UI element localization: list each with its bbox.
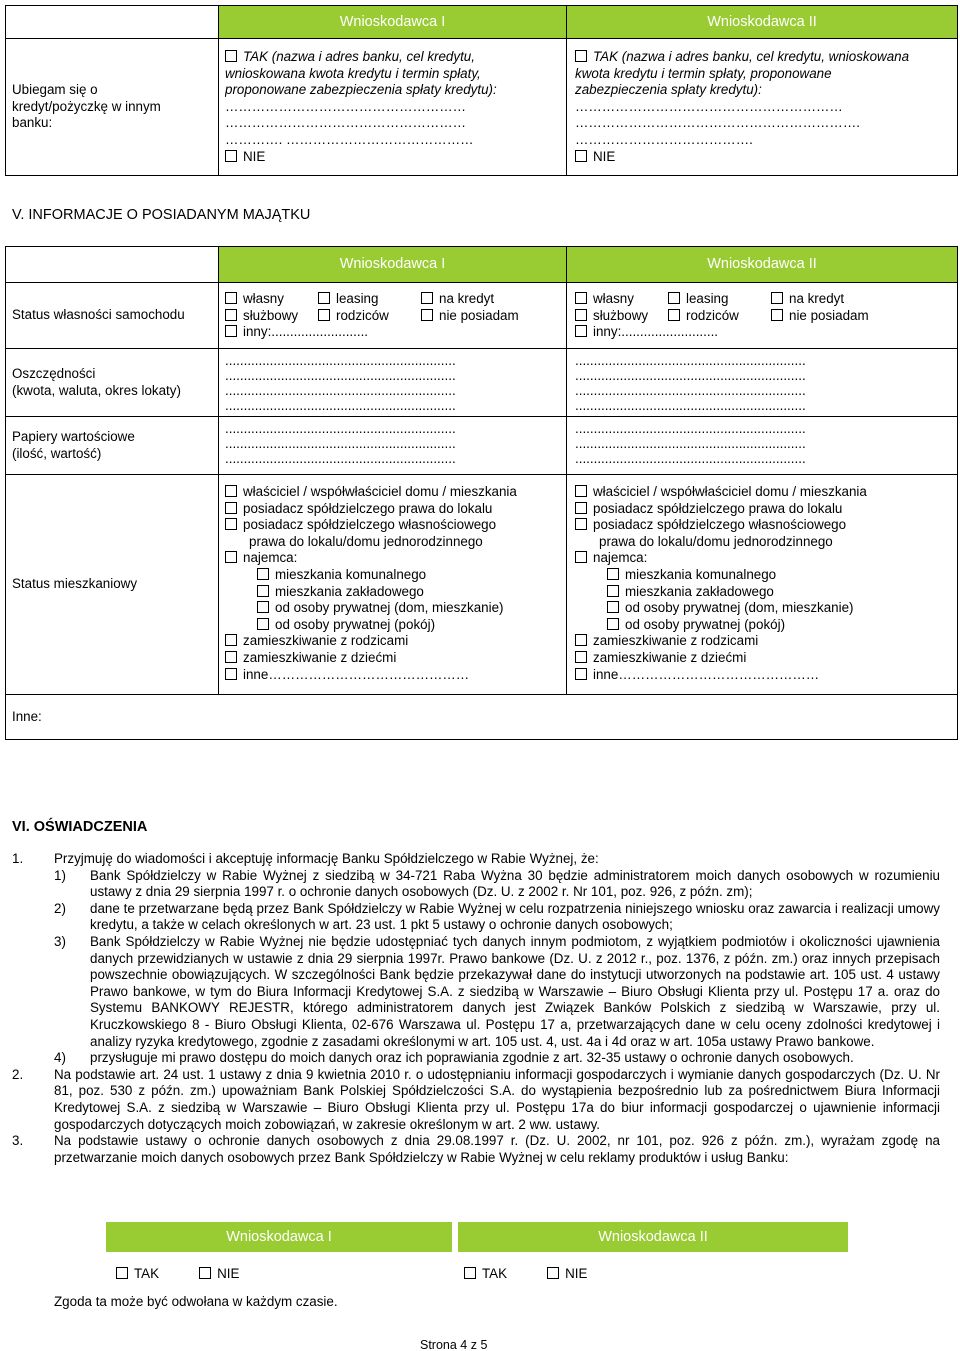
car-wlasny-checkbox-2[interactable] xyxy=(575,292,587,304)
car-inny-field-1[interactable]: inny:.......................... xyxy=(243,324,369,340)
car-sluzbowy-label-2: służbowy xyxy=(593,307,649,323)
declaration-3 xyxy=(12,1133,940,1166)
housing-private-house-label-1: od osoby prywatnej (dom, mieszkanie) xyxy=(275,600,504,616)
housing-coop-label-2: posiadacz spółdzielczego prawa do lokalu xyxy=(593,500,843,516)
other-loan-tak-text-1b: wnioskowana kwota kredytu i termin spłaty, xyxy=(225,65,481,81)
housing-private-house-checkbox-1[interactable] xyxy=(257,601,269,613)
other-loan-tak-text-1c: proponowane zabezpieczenia spłaty kredytu): xyxy=(225,82,497,98)
securities-col2[interactable] xyxy=(567,417,958,475)
securities-label-line1: Papiery wartościowe xyxy=(12,428,135,444)
securities-label xyxy=(6,417,219,475)
housing-children-label-2: zamieszkiwanie z dziećmi xyxy=(593,649,747,665)
item-1-num: 1) xyxy=(54,867,66,883)
item-3-text: Bank Spółdzielczy w Rabie Wyżnej nie będzie udostępniać tych danych innym podmiotom, z wyjątkiem podmiotów i okoliczności ujawnienia danych przewidzianych w ustawie z dnia 29 sierpnia 1997r. Prawo bankowe (Dz. U. z 2012 r., poz. 1376, z późn. zm.) oraz innych przepisach powszechnie obowiązujących. W szczególności Bank będzie przekazywał dane do instytucji utworzonych na podstawie art. 105 ust. 4 ustawy Prawo bankowe, w tym do Biura Informacji Kredytowej S.A. z siedzibą w Warszawie – Biuro Obsługi Klienta przy ul. Postępu 17 a. oraz do Systemu BANKOWY REJESTR, którego administratorem danych jest Związek Banków Polskich z siedzibą w Warszawie, przy ul. Kruczkowskiego 8 - Biuro Obsługi Klienta, 02-676 Warszawa ul. Postępu 17 a, przetwarzających dane w celu oceny zdolności kredytowej i analizy ryzyka kredytowego, zgodnie z zasadami określonymi w art. 105 ust. 4, ust. 4a i 4d oraz w art. 105a ustawy Prawo bankowe. xyxy=(90,933,940,1049)
declarations-block xyxy=(12,851,940,1166)
housing-coop-label-1: posiadacz spółdzielczego prawa do lokalu xyxy=(243,500,493,516)
car-wlasny-checkbox-1[interactable] xyxy=(225,292,237,304)
other-loan-dots-1a[interactable]: ……………………………………………… xyxy=(225,98,467,114)
car-nie-posiadam-label-1: nie posiadam xyxy=(439,307,519,323)
savings-label-line1: Oszczędności xyxy=(12,365,96,381)
savings-dots-1a[interactable]: .............................................................. xyxy=(225,353,456,368)
other-loan-nie-label-2: NIE xyxy=(593,148,616,164)
other-loan-dots-2b[interactable]: ………………………………………………………. xyxy=(575,115,860,131)
housing-col1 xyxy=(219,475,567,695)
housing-coop-own-label-1b: prawa do lokalu/domu jednorodzinnego xyxy=(249,533,483,549)
assets-header-applicant-1: Wnioskodawca I xyxy=(219,247,567,283)
item-2-text: dane te przetwarzane będą przez Bank Spółdzielczy w Rabie Wyżnej w celu rozpatrzenia niniejszego wniosku oraz zawarcia i realizacji umowy kredytu, a także w celach określonych w art. 23 ust. 1 pkt 5 ustawy o ochronie danych osobowych; xyxy=(90,900,940,933)
declaration-1-items xyxy=(12,868,940,1067)
declaration-2 xyxy=(12,1067,940,1133)
consent-tak-label-2: TAK xyxy=(482,1266,508,1281)
housing-company-label-1: mieszkania zakładowego xyxy=(275,583,424,599)
other-loan-empty-corner xyxy=(6,6,219,39)
other-info-label: Inne: xyxy=(12,708,42,724)
assets-table xyxy=(5,246,958,740)
consent-tak-label-1: TAK xyxy=(134,1266,160,1281)
housing-private-room-checkbox-2[interactable] xyxy=(607,618,619,630)
savings-dots-2d[interactable]: .............................................................. xyxy=(575,398,806,413)
car-na-kredyt-label-1: na kredyt xyxy=(439,291,495,306)
consent-nie-label-1: NIE xyxy=(217,1266,240,1281)
housing-other-checkbox-1[interactable] xyxy=(225,668,237,680)
housing-tenant-label-1: najemca: xyxy=(243,550,298,566)
housing-private-room-label-1: od osoby prywatnej (pokój) xyxy=(275,616,436,632)
housing-other-field-1[interactable]: inne……………………………………… xyxy=(243,666,470,682)
securities-dots-1c[interactable]: .............................................................. xyxy=(225,451,456,466)
car-sluzbowy-checkbox-2[interactable] xyxy=(575,309,587,321)
other-loan-header-applicant-1: Wnioskodawca I xyxy=(219,6,567,39)
housing-owner-checkbox-1[interactable] xyxy=(225,485,237,497)
car-inny-checkbox-2[interactable] xyxy=(575,325,587,337)
housing-company-checkbox-1[interactable] xyxy=(257,585,269,597)
securities-dots-2c[interactable]: .............................................................. xyxy=(575,451,806,466)
housing-coop-checkbox-2[interactable] xyxy=(575,502,587,514)
securities-label-line2: (ilość, wartość) xyxy=(12,445,102,461)
other-loan-dots-2c[interactable]: …………………………………. xyxy=(575,131,753,147)
item-4-num: 4) xyxy=(54,1050,66,1066)
consent-header-applicant-1: Wnioskodawca I xyxy=(106,1222,452,1252)
consent-nie-checkbox-2[interactable] xyxy=(547,1267,559,1279)
consent-tak-checkbox-1[interactable] xyxy=(116,1267,128,1279)
housing-parents-label-2: zamieszkiwanie z rodzicami xyxy=(593,633,759,649)
car-na-kredyt-checkbox-2[interactable] xyxy=(771,292,783,304)
car-leasing-checkbox-1[interactable] xyxy=(318,292,330,304)
savings-dots-1b[interactable]: .............................................................. xyxy=(225,368,456,383)
car-wlasny-label-2: własny xyxy=(593,291,634,306)
housing-owner-label-2: właściciel / współwłaściciel domu / mieszkania xyxy=(593,484,867,499)
other-loan-tak-text-2b: kwota kredytu i termin spłaty, proponowane xyxy=(575,65,832,81)
housing-coop-checkbox-1[interactable] xyxy=(225,502,237,514)
car-inny-field-2[interactable]: inny:.......................... xyxy=(593,324,719,340)
car-na-kredyt-label-2: na kredyt xyxy=(789,291,845,306)
housing-parents-label-1: zamieszkiwanie z rodzicami xyxy=(243,633,409,649)
car-rodzicow-checkbox-1[interactable] xyxy=(318,309,330,321)
other-loan-nie-label-1: NIE xyxy=(243,148,266,164)
car-status-col1 xyxy=(219,283,567,349)
housing-col2 xyxy=(567,475,958,695)
housing-tenant-label-2: najemca: xyxy=(593,550,648,566)
car-na-kredyt-checkbox-1[interactable] xyxy=(421,292,433,304)
assets-header-applicant-2: Wnioskodawca II xyxy=(567,247,958,283)
housing-communal-checkbox-2[interactable] xyxy=(607,568,619,580)
other-loan-col2 xyxy=(567,39,958,176)
securities-dots-1a[interactable]: .............................................................. xyxy=(225,421,456,436)
other-loan-nie-checkbox-2[interactable] xyxy=(575,150,587,162)
other-loan-tak-text-2: TAK (nazwa i adres banku, cel kredytu, wnioskowana xyxy=(593,49,910,64)
consent-options-1 xyxy=(116,1266,239,1283)
car-nie-posiadam-checkbox-1[interactable] xyxy=(421,309,433,321)
housing-owner-checkbox-2[interactable] xyxy=(575,485,587,497)
other-loan-tak-text-1: TAK (nazwa i adres banku, cel kredytu, xyxy=(243,49,475,64)
car-sluzbowy-label-1: służbowy xyxy=(243,307,299,323)
car-sluzbowy-checkbox-1[interactable] xyxy=(225,309,237,321)
car-nie-posiadam-checkbox-2[interactable] xyxy=(771,309,783,321)
other-loan-dots-1c[interactable]: …………. …………………………………… xyxy=(225,131,474,147)
housing-children-checkbox-1[interactable] xyxy=(225,651,237,663)
housing-private-house-checkbox-2[interactable] xyxy=(607,601,619,613)
savings-dots-1d[interactable]: .............................................................. xyxy=(225,398,456,413)
savings-dots-2c[interactable]: .............................................................. xyxy=(575,383,806,398)
section-5-title: V. INFORMACJE O POSIADANYM MAJĄTKU xyxy=(12,207,311,223)
housing-coop-own-label-1: posiadacz spółdzielczego własnościowego xyxy=(243,517,497,533)
housing-tenant-checkbox-2[interactable] xyxy=(575,551,587,563)
item-1-text: Bank Spółdzielczy w Rabie Wyżnej z siedzibą w 34-721 Raba Wyżna 30 będzie administratorem moich danych osobowych w rozumieniu ustawy z dnia 29 sierpnia 1997 r. o ochronie danych osobowych (Dz. U. z 2002 r. Nr 101, poz. 926, z późn. zm); xyxy=(90,867,940,900)
declaration-3-text: Na podstawie ustawy o ochronie danych osobowych z dnia 29.08.1997 r. (Dz. U. 2002, nr 101, poz. 926 z późn. zm.), wyrażam zgodę na przetwarzanie moich danych osobowych przez Bank Spółdzielczy w Rabie Wyżnej w celu reklamy produktów i usług Banku: xyxy=(54,1133,940,1165)
section-6-title: VI. OŚWIADCZENIA xyxy=(12,819,148,835)
declaration-1-item-4 xyxy=(54,1050,940,1067)
car-rodzicow-label-2: rodziców xyxy=(686,307,739,323)
other-loan-nie-checkbox-1[interactable] xyxy=(225,150,237,162)
car-rodzicow-checkbox-2[interactable] xyxy=(668,309,680,321)
savings-dots-1c[interactable]: .............................................................. xyxy=(225,383,456,398)
savings-label xyxy=(6,349,219,417)
other-loan-label: Ubiegam się o kredyt/pożyczkę w innym banku: xyxy=(6,39,219,176)
housing-children-label-1: zamieszkiwanie z dziećmi xyxy=(243,649,397,665)
housing-company-label-2: mieszkania zakładowego xyxy=(625,583,774,599)
housing-parents-checkbox-1[interactable] xyxy=(225,634,237,646)
other-loan-dots-2a[interactable]: …………………………………………………… xyxy=(575,98,843,114)
housing-private-room-checkbox-1[interactable] xyxy=(257,618,269,630)
declaration-2-num: 2. xyxy=(12,1066,24,1082)
other-info-field[interactable] xyxy=(6,695,958,740)
car-rodzicow-label-1: rodziców xyxy=(336,307,389,323)
savings-col1[interactable] xyxy=(219,349,567,417)
car-nie-posiadam-label-2: nie posiadam xyxy=(789,307,869,323)
housing-coop-own-label-2b: prawa do lokalu/domu jednorodzinnego xyxy=(599,533,833,549)
consent-revocable-note: Zgoda ta może być odwołana w każdym czasie. xyxy=(54,1294,338,1309)
car-status-label: Status własności samochodu xyxy=(6,283,219,349)
consent-nie-label-2: NIE xyxy=(565,1266,588,1281)
item-3-num: 3) xyxy=(54,933,66,949)
car-status-col2 xyxy=(567,283,958,349)
assets-empty-corner xyxy=(6,247,219,283)
car-wlasny-label-1: własny xyxy=(243,291,284,306)
declaration-3-num: 3. xyxy=(12,1133,24,1149)
housing-communal-checkbox-1[interactable] xyxy=(257,568,269,580)
housing-communal-label-1: mieszkania komunalnego xyxy=(275,566,427,582)
housing-parents-checkbox-2[interactable] xyxy=(575,634,587,646)
housing-label: Status mieszkaniowy xyxy=(6,475,219,695)
housing-coop-own-label-2: posiadacz spółdzielczego własnościowego xyxy=(593,517,847,533)
other-loan-tak-checkbox-2[interactable] xyxy=(575,50,587,62)
other-loan-table xyxy=(5,5,958,176)
housing-coop-own-checkbox-1[interactable] xyxy=(225,518,237,530)
declaration-1-item-3 xyxy=(54,934,940,1050)
housing-tenant-checkbox-1[interactable] xyxy=(225,551,237,563)
securities-dots-1b[interactable]: .............................................................. xyxy=(225,436,456,451)
car-leasing-label-2: leasing xyxy=(686,291,729,306)
housing-other-field-2[interactable]: inne……………………………………… xyxy=(593,666,820,682)
other-loan-tak-text-2c: zabezpieczenia spłaty kredytu): xyxy=(575,82,762,98)
other-loan-dots-1b[interactable]: ……………………………………………… xyxy=(225,115,467,131)
savings-dots-2a[interactable]: .............................................................. xyxy=(575,353,806,368)
savings-dots-2b[interactable]: .............................................................. xyxy=(575,368,806,383)
declaration-1-num: 1. xyxy=(12,851,24,866)
item-2-num: 2) xyxy=(54,900,66,916)
housing-coop-own-checkbox-2[interactable] xyxy=(575,518,587,530)
housing-private-room-label-2: od osoby prywatnej (pokój) xyxy=(625,616,786,632)
housing-children-checkbox-2[interactable] xyxy=(575,651,587,663)
consent-tak-checkbox-2[interactable] xyxy=(464,1267,476,1279)
declaration-1-item-2 xyxy=(54,901,940,934)
securities-col1[interactable] xyxy=(219,417,567,475)
savings-label-line2: (kwota, waluta, okres lokaty) xyxy=(12,382,181,398)
page-number: Strona 4 z 5 xyxy=(420,1338,488,1351)
other-loan-header-applicant-2: Wnioskodawca II xyxy=(567,6,958,39)
car-inny-checkbox-1[interactable] xyxy=(225,325,237,337)
securities-dots-2b[interactable]: .............................................................. xyxy=(575,436,806,451)
item-4-text: przysługuje mi prawo dostępu do moich danych oraz ich poprawiania zgodnie z art. 32-35 ustawy o ochronie danych osobowych. xyxy=(90,1050,854,1066)
declaration-2-text: Na podstawie art. 24 ust. 1 ustawy z dnia 9 kwietnia 2010 r. o udostępnianiu informacji gospodarczych i wymianie danych gospodarczych (Dz. U. Nr 81, poz. 530 z późn. zm.) upoważniam Bank Polskiej Spółdzielczości S.A. do wystąpienia bezpośrednio lub za pośrednictwem Biura Informacji Kredytowej S.A. z siedzibą w Warszawie – Biuro Obsługi Klienta przy ul. Postępu 17a do biur informacji gospodarczej o ujawnienie informacji gospodarczych dotyczących moich zobowiązań, w zakresie określonym w art. 2 ww. ustawy. xyxy=(54,1066,940,1132)
consent-options-2 xyxy=(464,1266,587,1283)
declaration-1-text: Przyjmuję do wiadomości i akceptuję informację Banku Spółdzielczego w Rabie Wyżnej, że: xyxy=(54,851,599,866)
consent-nie-checkbox-1[interactable] xyxy=(199,1267,211,1279)
other-loan-col1 xyxy=(219,39,567,176)
other-loan-tak-checkbox-1[interactable] xyxy=(225,50,237,62)
savings-col2[interactable] xyxy=(567,349,958,417)
car-leasing-label-1: leasing xyxy=(336,291,379,306)
consent-header-applicant-2: Wnioskodawca II xyxy=(458,1222,848,1252)
housing-communal-label-2: mieszkania komunalnego xyxy=(625,566,777,582)
housing-company-checkbox-2[interactable] xyxy=(607,585,619,597)
housing-owner-label-1: właściciel / współwłaściciel domu / mieszkania xyxy=(243,484,517,499)
securities-dots-2a[interactable]: .............................................................. xyxy=(575,421,806,436)
declaration-1-item-1 xyxy=(54,868,940,901)
housing-private-house-label-2: od osoby prywatnej (dom, mieszkanie) xyxy=(625,600,854,616)
housing-other-checkbox-2[interactable] xyxy=(575,668,587,680)
car-leasing-checkbox-2[interactable] xyxy=(668,292,680,304)
